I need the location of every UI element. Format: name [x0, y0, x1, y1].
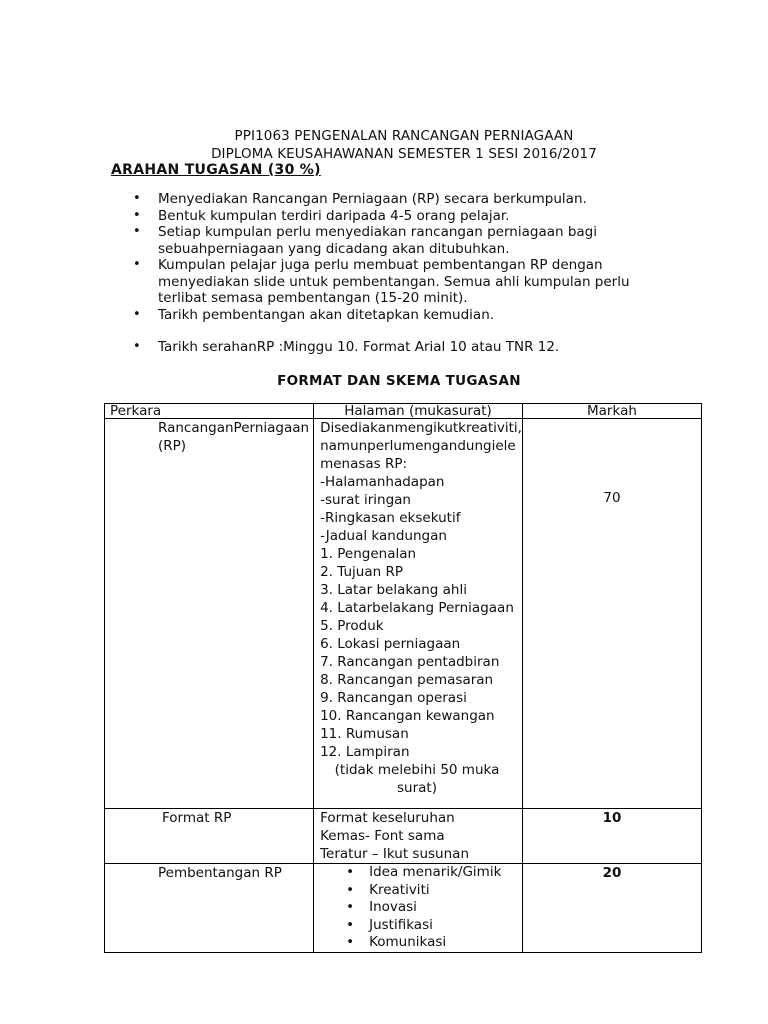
halaman-line: -Ringkasan eksekutif	[320, 510, 461, 526]
halaman-line: 6. Lokasi perniagaan	[320, 636, 461, 652]
halaman-line: 12. Lampiran	[320, 744, 410, 760]
table-row	[105, 419, 702, 809]
course-title: PPI1063 PENGENALAN RANCANGAN PERNIAGAAN	[234, 128, 574, 144]
arahan-heading: ARAHAN TUGASAN (30 %)	[111, 162, 321, 178]
criteria-item: • Komunikasi	[320, 934, 522, 952]
perkara-cell: Format RP	[105, 809, 314, 864]
halaman-line: Kemas- Font sama	[320, 828, 445, 844]
halaman-line: namunperlumengandungiele	[320, 438, 516, 454]
halaman-line: 4. Latarbelakang Perniagaan	[320, 600, 514, 616]
instruction-list	[111, 191, 671, 356]
column-header-markah: Markah	[522, 404, 701, 419]
column-header-perkara: Perkara	[105, 404, 314, 419]
halaman-line: 9. Rancangan operasi	[320, 690, 467, 706]
halaman-line: 3. Latar belakang ahli	[320, 582, 467, 598]
perkara-cell: Pembentangan RP	[105, 864, 314, 953]
perkara-cell: RancanganPerniagaan (RP)	[105, 419, 314, 809]
table-header-row	[105, 404, 702, 419]
criteria-item: • Kreativiti	[320, 882, 522, 900]
page-limit-note: (tidak melebihi 50 muka surat)	[334, 762, 500, 796]
halaman-line: Disediakanmengikutkreativiti,	[320, 420, 522, 436]
halaman-line: 1. Pengenalan	[320, 546, 417, 562]
halaman-line: 5. Produk	[320, 618, 384, 634]
program-title: DIPLOMA KEUSAHAWANAN SEMESTER 1 SESI 2016/2017	[211, 146, 597, 162]
instruction-item: • Menyediakan Rancangan Perniagaan (RP) secara berkumpulan.	[111, 191, 671, 208]
table-row	[105, 864, 702, 953]
halaman-line: -Jadual kandungan	[320, 528, 447, 544]
criteria-item: • Justifikasi	[320, 917, 522, 935]
instruction-item: • Bentuk kumpulan terdiri daripada 4-5 orang pelajar.	[111, 208, 671, 225]
halaman-line: 10. Rancangan kewangan	[320, 708, 495, 724]
criteria-item: • Idea menarik/Gimik	[320, 864, 522, 882]
markah-cell: 10	[522, 809, 701, 864]
instruction-item: • Tarikh serahanRP :Minggu 10. Format Arial 10 atau TNR 12.	[111, 339, 671, 356]
instruction-item: • Tarikh pembentangan akan ditetapkan kemudian.	[111, 307, 671, 324]
halaman-cell	[314, 809, 523, 864]
criteria-item: • Inovasi	[320, 899, 522, 917]
scheme-table	[104, 403, 702, 953]
halaman-line: 11. Rumusan	[320, 726, 409, 742]
instruction-item: • Setiap kumpulan perlu menyediakan rancangan perniagaan bagi sebuahperniagaan yang dicadang akan ditubuhkan.	[111, 224, 671, 257]
halaman-line: -surat iringan	[320, 492, 411, 508]
halaman-cell	[314, 419, 523, 809]
halaman-line: menasas RP:	[320, 456, 408, 472]
criteria-list	[320, 864, 522, 952]
halaman-line: Teratur – Ikut susunan	[320, 846, 469, 862]
instruction-item: • Kumpulan pelajar juga perlu membuat pembentangan RP dengan menyediakan slide untuk pembentangan. Semua ahli kumpulan perlu terlibat semasa pembentangan (15-20 minit).	[111, 257, 671, 307]
halaman-line: Format keseluruhan	[320, 810, 455, 826]
markah-cell: 20	[522, 864, 701, 953]
halaman-line: 8. Rancangan pemasaran	[320, 672, 494, 688]
markah-cell	[522, 419, 701, 809]
halaman-line: -Halamanhadapan	[320, 474, 445, 490]
table-row	[105, 809, 702, 864]
column-header-halaman: Halaman (mukasurat)	[314, 404, 523, 419]
section-title: FORMAT DAN SKEMA TUGASAN	[277, 373, 521, 389]
halaman-line: 2. Tujuan RP	[320, 564, 403, 580]
markah-value: 70	[603, 490, 621, 506]
halaman-cell	[314, 864, 523, 953]
halaman-line: 7. Rancangan pentadbiran	[320, 654, 500, 670]
